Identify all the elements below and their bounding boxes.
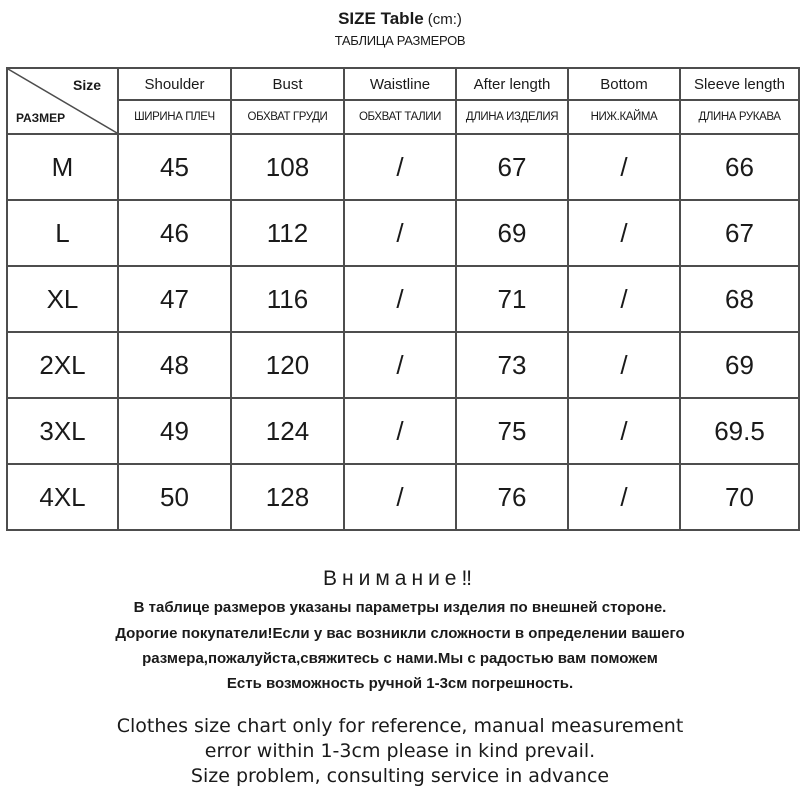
value-cell: 67: [456, 134, 568, 200]
value-cell: /: [344, 200, 456, 266]
value-cell: 45: [118, 134, 231, 200]
value-cell: /: [568, 266, 680, 332]
value-cell: 66: [680, 134, 799, 200]
size-cell: 4XL: [7, 464, 118, 530]
column-header: Waistline: [344, 68, 456, 100]
column-header: Bust: [231, 68, 344, 100]
value-cell: 75: [456, 398, 568, 464]
column-header-ru: ШИРИНА ПЛЕЧ: [118, 100, 231, 134]
value-cell: 49: [118, 398, 231, 464]
value-cell: 116: [231, 266, 344, 332]
column-header-ru: ДЛИНА РУКАВА: [680, 100, 799, 134]
notice-block: [0, 566, 800, 697]
english-note-line: error within 1-3cm please in kind prevail.: [204, 740, 596, 762]
value-cell: 69: [456, 200, 568, 266]
table-body: [7, 134, 799, 530]
value-cell: /: [344, 464, 456, 530]
value-cell: /: [568, 200, 680, 266]
notice-line: В таблице размеров указаны параметры изделия по внешней стороне.: [133, 599, 667, 616]
value-cell: 120: [231, 332, 344, 398]
unit-label: (cm:): [427, 11, 462, 28]
title-text: SIZE Table: [338, 9, 424, 28]
table-row: [7, 200, 799, 266]
value-cell: /: [568, 464, 680, 530]
page-subtitle: ТАБЛИЦА РАЗМЕРОВ: [334, 33, 466, 48]
value-cell: 124: [231, 398, 344, 464]
english-note-line: Clothes size chart only for reference, manual measurement: [116, 715, 684, 737]
value-cell: 47: [118, 266, 231, 332]
corner-size-label-ru: РАЗМЕР: [16, 111, 66, 125]
column-header: Bottom: [568, 68, 680, 100]
column-header: Sleeve length: [680, 68, 799, 100]
column-header-ru: НИЖ.КАЙМА: [568, 100, 680, 134]
table-header-row-en: [7, 68, 799, 100]
size-cell: XL: [7, 266, 118, 332]
value-cell: /: [344, 266, 456, 332]
value-cell: 112: [231, 200, 344, 266]
column-header-ru: ОБХВАТ ТАЛИИ: [344, 100, 456, 134]
header: [0, 0, 800, 50]
page-title: [0, 8, 800, 31]
size-cell: 2XL: [7, 332, 118, 398]
value-cell: 48: [118, 332, 231, 398]
corner-size-label: Size: [72, 77, 101, 93]
notice-line: Дорогие покупатели!Если у вас возникли сложности в определении вашего: [115, 625, 685, 642]
value-cell: 70: [680, 464, 799, 530]
size-cell: L: [7, 200, 118, 266]
notice-line: Есть возможность ручной 1-3см погрешность.: [226, 675, 574, 692]
size-cell: 3XL: [7, 398, 118, 464]
column-header: Shoulder: [118, 68, 231, 100]
value-cell: /: [568, 398, 680, 464]
column-header-ru: ОБХВАТ ГРУДИ: [231, 100, 344, 134]
value-cell: 73: [456, 332, 568, 398]
table-row: [7, 266, 799, 332]
value-cell: 71: [456, 266, 568, 332]
table-row: [7, 398, 799, 464]
value-cell: /: [344, 134, 456, 200]
column-header: After length: [456, 68, 568, 100]
value-cell: 128: [231, 464, 344, 530]
size-table: [6, 67, 800, 531]
notice-title: Внимание‼: [323, 567, 477, 590]
value-cell: 46: [118, 200, 231, 266]
value-cell: 50: [118, 464, 231, 530]
value-cell: 69.5: [680, 398, 799, 464]
notice-line: размера,пожалуйста,свяжитесь с нами.Мы с радостью вам поможем: [142, 650, 658, 667]
value-cell: /: [568, 332, 680, 398]
value-cell: /: [344, 398, 456, 464]
column-header-ru: ДЛИНА ИЗДЕЛИЯ: [456, 100, 568, 134]
table-row: [7, 332, 799, 398]
english-note-line: Size problem, consulting service in advance: [190, 765, 610, 787]
value-cell: 76: [456, 464, 568, 530]
table-row: [7, 134, 799, 200]
value-cell: 68: [680, 266, 799, 332]
table-header-row-ru: [7, 100, 799, 134]
value-cell: 69: [680, 332, 799, 398]
value-cell: 67: [680, 200, 799, 266]
table-row: [7, 464, 799, 530]
table-corner-cell: [7, 68, 118, 134]
value-cell: /: [344, 332, 456, 398]
size-cell: M: [7, 134, 118, 200]
english-note: [0, 714, 800, 789]
value-cell: /: [568, 134, 680, 200]
value-cell: 108: [231, 134, 344, 200]
